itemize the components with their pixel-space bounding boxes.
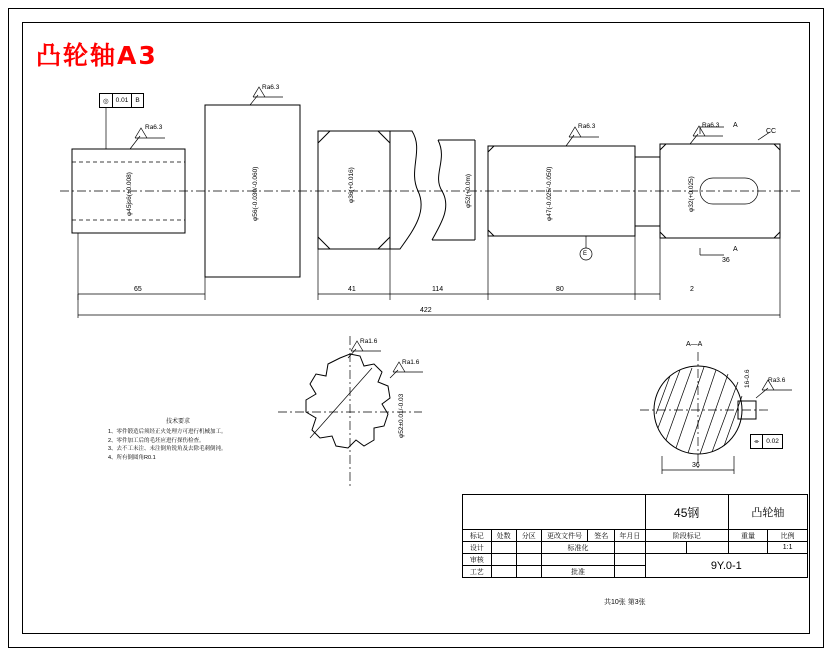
notes-heading: 技术要求 [165,419,190,425]
dim-overall-422: 422 [420,307,432,314]
diameter-3: φ36(+0.016) [348,167,355,203]
material-cell: 45钢 [645,495,728,530]
rev-header: 标记 [463,530,492,542]
row-value-check [541,554,614,566]
diameter-6: φ32(+0.025) [688,176,695,212]
tolerance-value: 0.01 [113,94,133,107]
note-item: 1、零件锻造后须经正火处理方可进行机械加工。 [108,429,227,436]
part-name-cell: 凸轮轴 [728,495,807,530]
section-label-a-bottom: A [733,246,738,253]
title-block [462,494,808,578]
dim-80: 80 [556,286,564,293]
row-value-design: 标准化 [541,542,614,554]
dim-65: 65 [134,286,142,293]
row-value-approve: 批准 [541,566,614,578]
dim-114: 114 [432,286,444,293]
keyway-depth-dim: 16-0.6 [744,369,751,388]
weight-label: 重量 [728,530,767,542]
rev-header: 处数 [491,530,516,542]
row-label-check: 审核 [463,554,492,566]
note-item: 3、去不工未注、未注倒角锐角及去除毛刺倒钝。 [108,446,227,453]
dim-36-section: 36 [692,462,700,469]
note-item: 4、所有倒圆角R0.1 [108,454,156,461]
detail-label-cc: CC [766,128,777,135]
row-label-process: 工艺 [463,566,492,578]
page-title: 凸轮轴A3 [36,41,158,70]
diameter-2: φ56(-0.030/-0.060) [252,166,259,221]
dim-41: 41 [348,286,356,293]
scale-value: 1:1 [768,542,808,554]
row-label-design: 设计 [463,542,492,554]
ra-label-5: Ra1.6 [360,338,378,345]
stage-label: 阶段标记 [645,530,728,542]
rev-header: 更改文件号 [541,530,588,542]
tolerance-value-2: 0.02 [766,438,779,445]
diameter-4: φ52(+0.0m) [465,173,472,208]
tolerance-frame-1 [99,93,144,108]
ra-label-3: Ra6.3 [578,123,596,130]
section-label-a-top: A [733,122,738,129]
rev-header: 分区 [516,530,541,542]
ra-label-8: Ra3.6 [768,377,786,384]
dim-36-detail: 36 [722,257,730,264]
diameter-7: φ52±0.01/-0.03 [398,393,405,438]
rev-header: 年月日 [615,530,645,542]
diameter-1: φ45js6(±0.008) [126,172,133,216]
drawing-number: 9Y.0-1 [645,554,807,578]
tolerance-frame-2 [750,434,783,449]
tolerance-datum: B [135,97,140,104]
datum-bubble-e: E [583,251,588,257]
ra-label-1: Ra6.3 [145,124,163,131]
scale-label: 比例 [768,530,808,542]
technical-notes [108,418,248,462]
ra-label-4: Ra6.3 [702,122,720,129]
diameter-5: φ47(-0.025/-0.050) [546,166,553,221]
rev-header: 签名 [588,530,615,542]
section-view-label: A—A [686,341,703,348]
tolerance-symbol-2: ⌯ [751,435,763,448]
tolerance-symbol: ◎ [100,94,113,107]
dim-2: 2 [690,286,694,293]
note-item: 2、零件加工后的毛坯应进行探伤检查。 [108,437,205,444]
ra-label-2: Ra6.3 [262,84,280,91]
sheet-count: 共10张 第3张 [604,599,646,606]
ra-label-6: Ra1.6 [402,359,420,366]
